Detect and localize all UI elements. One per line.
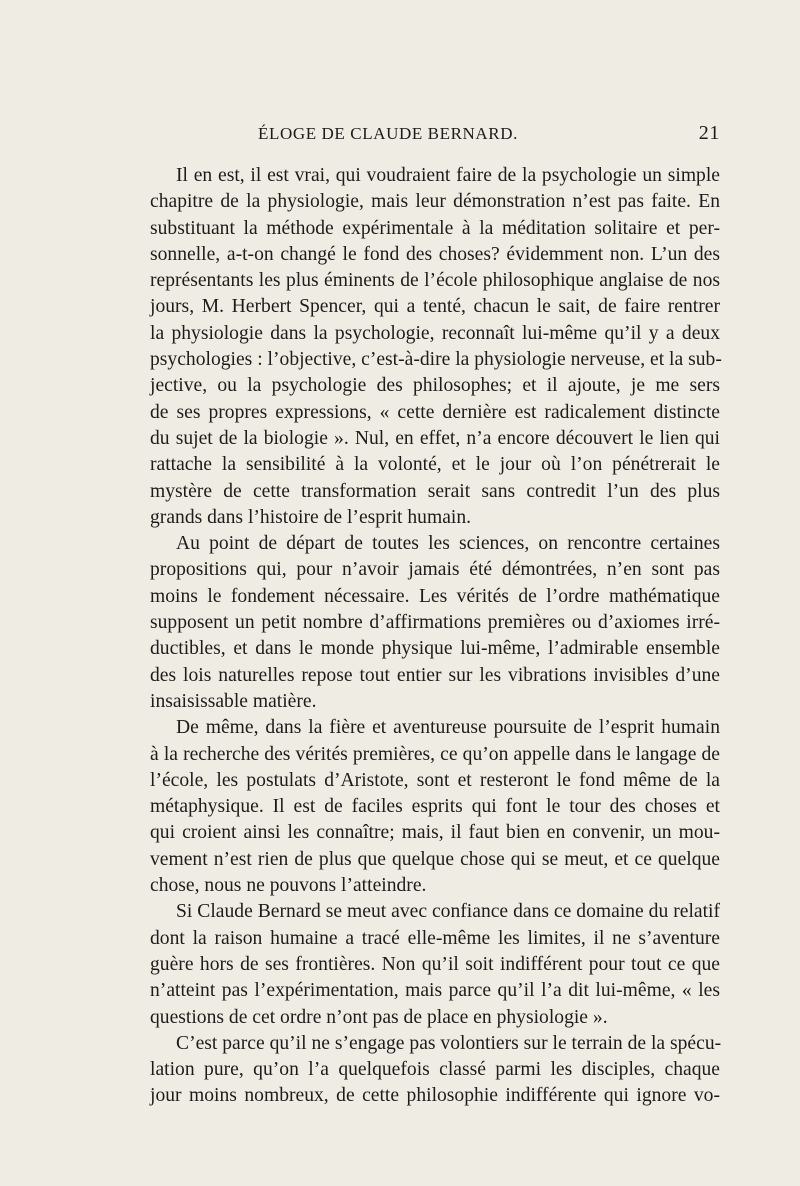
text-line: moins le fondement nécessaire. Les vérités de l’ordre mathématique — [150, 585, 720, 607]
page-number: 21 — [698, 122, 720, 144]
text-line: jective, ou la psychologie des philosophes; et il ajoute, je me sers — [150, 375, 720, 397]
text-line: De même, dans la fière et aventureuse poursuite de l’esprit humain — [176, 717, 720, 739]
text-line: la physiologie dans la psychologie, reconnaît lui-même qu’il y a deux — [150, 322, 720, 344]
text-line: l’école, les postulats d’Aristote, sont et resteront le fond même de la — [150, 769, 720, 791]
running-header — [150, 124, 720, 152]
text-line: questions de cet ordre n’ont pas de place en physiologie ». — [150, 1006, 608, 1028]
running-title: ÉLOGE DE CLAUDE BERNARD. — [258, 124, 518, 143]
body-text — [150, 163, 720, 1110]
text-line: représentants les plus éminents de l’école philosophique anglaise de nos — [150, 270, 720, 292]
text-line: psychologies : l’objective, c’est-à-dire la physiologie nerveuse, et la sub- — [150, 349, 722, 371]
text-line: Au point de départ de toutes les sciences, on rencontre certaines — [176, 533, 720, 555]
text-line: grands dans l’histoire de l’esprit humain. — [150, 506, 472, 528]
text-line: insaisissable matière. — [150, 690, 317, 712]
text-line: dont la raison humaine a tracé elle-même les limites, il ne s’aventure — [150, 927, 720, 949]
text-line: jours, M. Herbert Spencer, qui a tenté, chacun le sait, de faire rentrer — [150, 296, 720, 318]
text-line: chose, nous ne pouvons l’atteindre. — [150, 875, 427, 897]
text-line: supposent un petit nombre d’affirmations premières ou d’axiomes irré- — [150, 612, 720, 634]
text-line: Si Claude Bernard se meut avec confiance dans ce domaine du relatif — [176, 901, 720, 923]
text-line: jour moins nombreux, de cette philosophie indifférente qui ignore vo- — [150, 1085, 720, 1107]
text-line: ductibles, et dans le monde physique lui-même, l’admirable ensemble — [150, 638, 720, 660]
text-line: propositions qui, pour n’avoir jamais été démontrées, n’en sont pas — [150, 559, 720, 581]
text-line: mystère de cette transformation serait sans contredit l’un des plus — [150, 480, 720, 502]
text-line: du sujet de la biologie ». Nul, en effet, n’a encore découvert le lien qui — [150, 427, 720, 449]
text-line: à la recherche des vérités premières, ce qu’on appelle dans le langage de — [150, 743, 720, 765]
text-line: lation pure, qu’on l’a quelquefois classé parmi les disciples, chaque — [150, 1059, 720, 1081]
text-line: Il en est, il est vrai, qui voudraient faire de la psychologie un simple — [176, 165, 720, 186]
text-line: vement n’est rien de plus que quelque chose qui se meut, et ce quelque — [150, 848, 720, 870]
text-line: qui croient ainsi les connaître; mais, il faut bien en convenir, un mou- — [150, 822, 720, 844]
text-line: chapitre de la physiologie, mais leur démonstration n’est pas faite. En — [150, 191, 720, 213]
text-line: sonnelle, a-t-on changé le fond des choses? évidemment non. L’un des — [150, 243, 720, 265]
text-line: C’est parce qu’il ne s’engage pas volontiers sur le terrain de la spécu- — [176, 1032, 722, 1054]
text-line: rattache la sensibilité à la volonté, et le jour où l’on pénétrerait le — [150, 454, 720, 476]
text-line: des lois naturelles repose tout entier sur les vibrations invisibles d’une — [150, 664, 720, 686]
text-line: n’atteint pas l’expérimentation, mais parce qu’il l’a dit lui-même, « les — [150, 980, 720, 1002]
text-line: de ses propres expressions, « cette dernière est radicalement distincte — [150, 401, 720, 423]
text-line: métaphysique. Il est de faciles esprits qui font le tour des choses et — [150, 796, 720, 818]
text-line: substituant la méthode expérimentale à la méditation solitaire et per- — [150, 217, 720, 239]
text-line: guère hors de ses frontières. Non qu’il soit indifférent pour tout ce que — [150, 953, 720, 975]
